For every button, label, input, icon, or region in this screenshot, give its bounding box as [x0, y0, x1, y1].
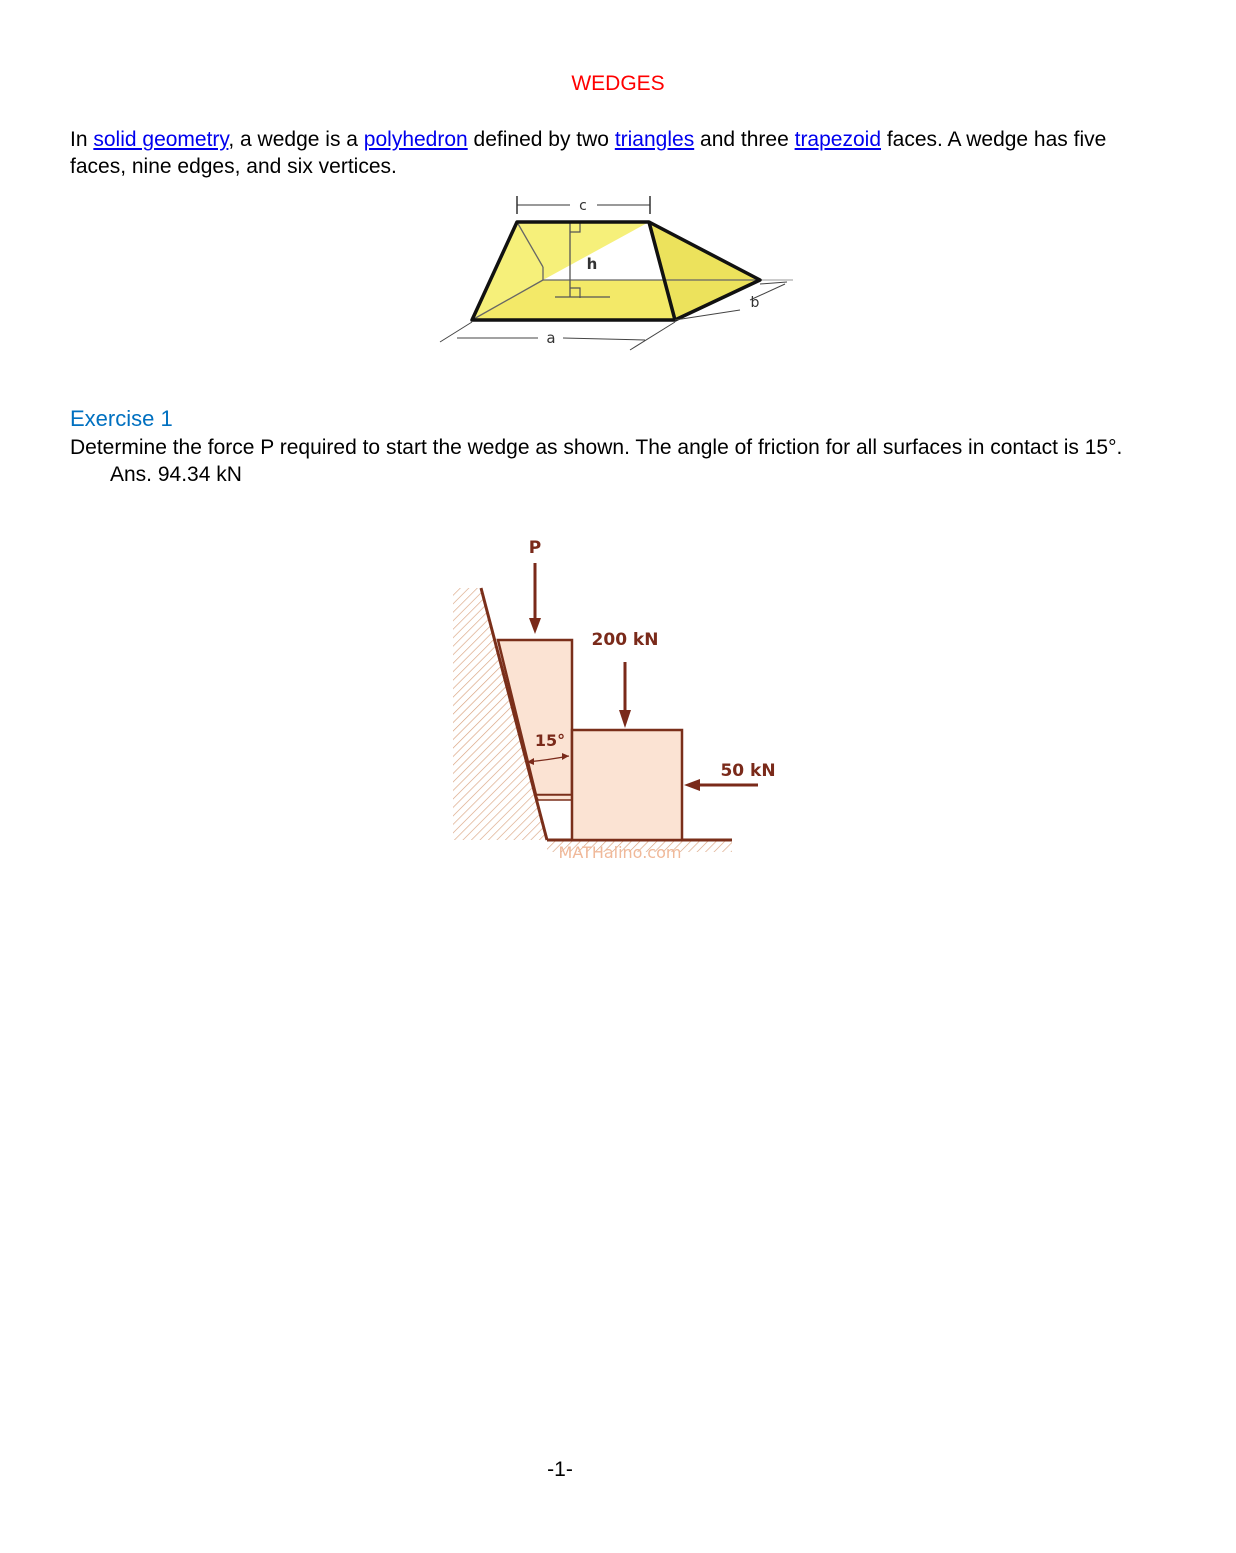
intro-text-3: defined by two [467, 128, 615, 151]
page-number: -1- [547, 1458, 573, 1481]
label-c: c [579, 198, 587, 214]
exercise-heading: Exercise 1 [70, 406, 173, 431]
label-a: a [546, 329, 556, 347]
label-b: b [750, 295, 760, 311]
polyhedron-link[interactable]: polyhedron [363, 128, 468, 151]
intro-paragraph [70, 126, 1140, 180]
label-h: h [586, 255, 598, 273]
load-50kn-label: 50 kN [720, 761, 776, 781]
wedge-problem-figure [450, 530, 776, 862]
triangles-link[interactable]: triangles [614, 128, 695, 151]
exercise-text [70, 434, 1140, 488]
exercise-question: Determine the force P required to start the wedge as shown. The angle of friction for all surfaces in contact is 15°. [70, 436, 1123, 459]
wedge-diagram [435, 192, 805, 362]
intro-text-5: faces. A wedge has five faces, nine edges, and six vertices. [70, 128, 1107, 178]
exercise-answer: Ans. 94.34 kN [110, 463, 242, 486]
angle-15-label: 15° [534, 731, 566, 750]
solid-geometry-link[interactable]: solid geometry [93, 128, 229, 151]
force-p-label: P [528, 538, 542, 558]
intro-text-1: In [70, 128, 94, 151]
trapezoid-link[interactable]: trapezoid [794, 128, 881, 151]
watermark: MATHalino.com [558, 843, 682, 862]
load-200kn-label: 200 kN [591, 630, 659, 650]
intro-text-4: and three [694, 128, 795, 151]
intro-text-2: , a wedge is a [228, 128, 364, 151]
page-title: WEDGES [571, 72, 665, 95]
